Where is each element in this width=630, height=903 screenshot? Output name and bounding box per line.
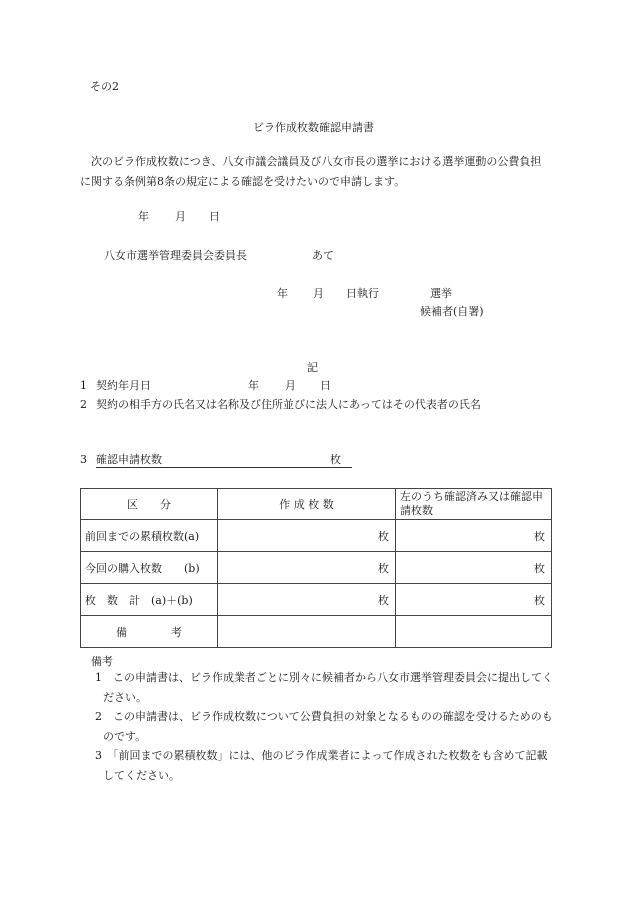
remarks-cell [218, 616, 396, 648]
remarks-cell-2 [396, 616, 552, 648]
item3-underline [96, 467, 352, 468]
ki-marker: 記 [307, 361, 318, 374]
request-table [80, 488, 552, 648]
item1-month: 月 [285, 379, 296, 392]
addressee-name: 八女市選挙管理委員会委員長 [104, 249, 247, 262]
notes-heading: 備考 [91, 655, 113, 668]
row-unit-created: 枚 [218, 520, 396, 552]
table-row [81, 520, 552, 552]
header-category: 区 分 [81, 489, 218, 520]
row-unit-confirmed: 枚 [396, 520, 552, 552]
item3-number: 3 [80, 453, 87, 466]
note-item: 1 この申請書は、ビラ作成業者ごとに別々に候補者から八女市選挙管理委員会に提出してください。 [95, 671, 553, 704]
item3-unit: 枚 [330, 453, 341, 466]
candidate-signature: 候補者(自署) [420, 305, 484, 318]
document-title: ビラ作成枚数確認申請書 [253, 121, 374, 134]
election-label: 選挙 [430, 287, 452, 300]
election-month: 月 [313, 287, 324, 300]
item1-day: 日 [320, 379, 331, 392]
row-label: 前回までの累積枚数(a) [81, 520, 218, 552]
election-day-exec: 日執行 [346, 287, 379, 300]
table-header-row [81, 489, 552, 520]
table-remarks-row [81, 616, 552, 648]
row-unit-created: 枚 [218, 584, 396, 616]
note-item: 3 「前回までの累積枚数」には、他のビラ作成業者によって作成された枚数をも含めて記載してください。 [95, 749, 548, 782]
table-row [81, 552, 552, 584]
form-number: その2 [90, 80, 119, 93]
table-row [81, 584, 552, 616]
item3-label: 確認申請枚数 [96, 453, 162, 466]
note-item: 2 この申請書は、ビラ作成枚数について公費負担の対象となるものの確認を受けるためのものです。 [95, 710, 553, 743]
item1-number: 1 [80, 379, 87, 392]
remarks-label: 備 考 [81, 616, 218, 648]
row-label: 今回の購入枚数 (b) [81, 552, 218, 584]
item1-label: 契約年月日 [96, 379, 151, 392]
row-unit-created: 枚 [218, 552, 396, 584]
item2-number: 2 [80, 398, 87, 411]
row-unit-confirmed: 枚 [396, 552, 552, 584]
header-created-count: 作 成 枚 数 [218, 489, 396, 520]
header-confirmed-count: 左のうち確認済み又は確認申請枚数 [396, 489, 552, 520]
row-unit-confirmed: 枚 [396, 584, 552, 616]
item1-year: 年 [248, 379, 259, 392]
date-day: 日 [209, 210, 220, 223]
item2-label: 契約の相手方の氏名又は名称及び住所並びに法人にあってはその代表者の氏名 [96, 398, 481, 411]
date-year: 年 [138, 210, 149, 223]
election-year: 年 [277, 287, 288, 300]
row-label: 枚 数 計 (a)＋(b) [81, 584, 218, 616]
intro-paragraph: 次のビラ作成枚数につき、八女市議会議員及び八女市長の選挙における選挙運動の公費負担に関する条例第8条の規定による確認を受けたいので申請します。 [80, 155, 542, 188]
addressee-suffix: あて [312, 249, 334, 262]
date-month: 月 [175, 210, 186, 223]
